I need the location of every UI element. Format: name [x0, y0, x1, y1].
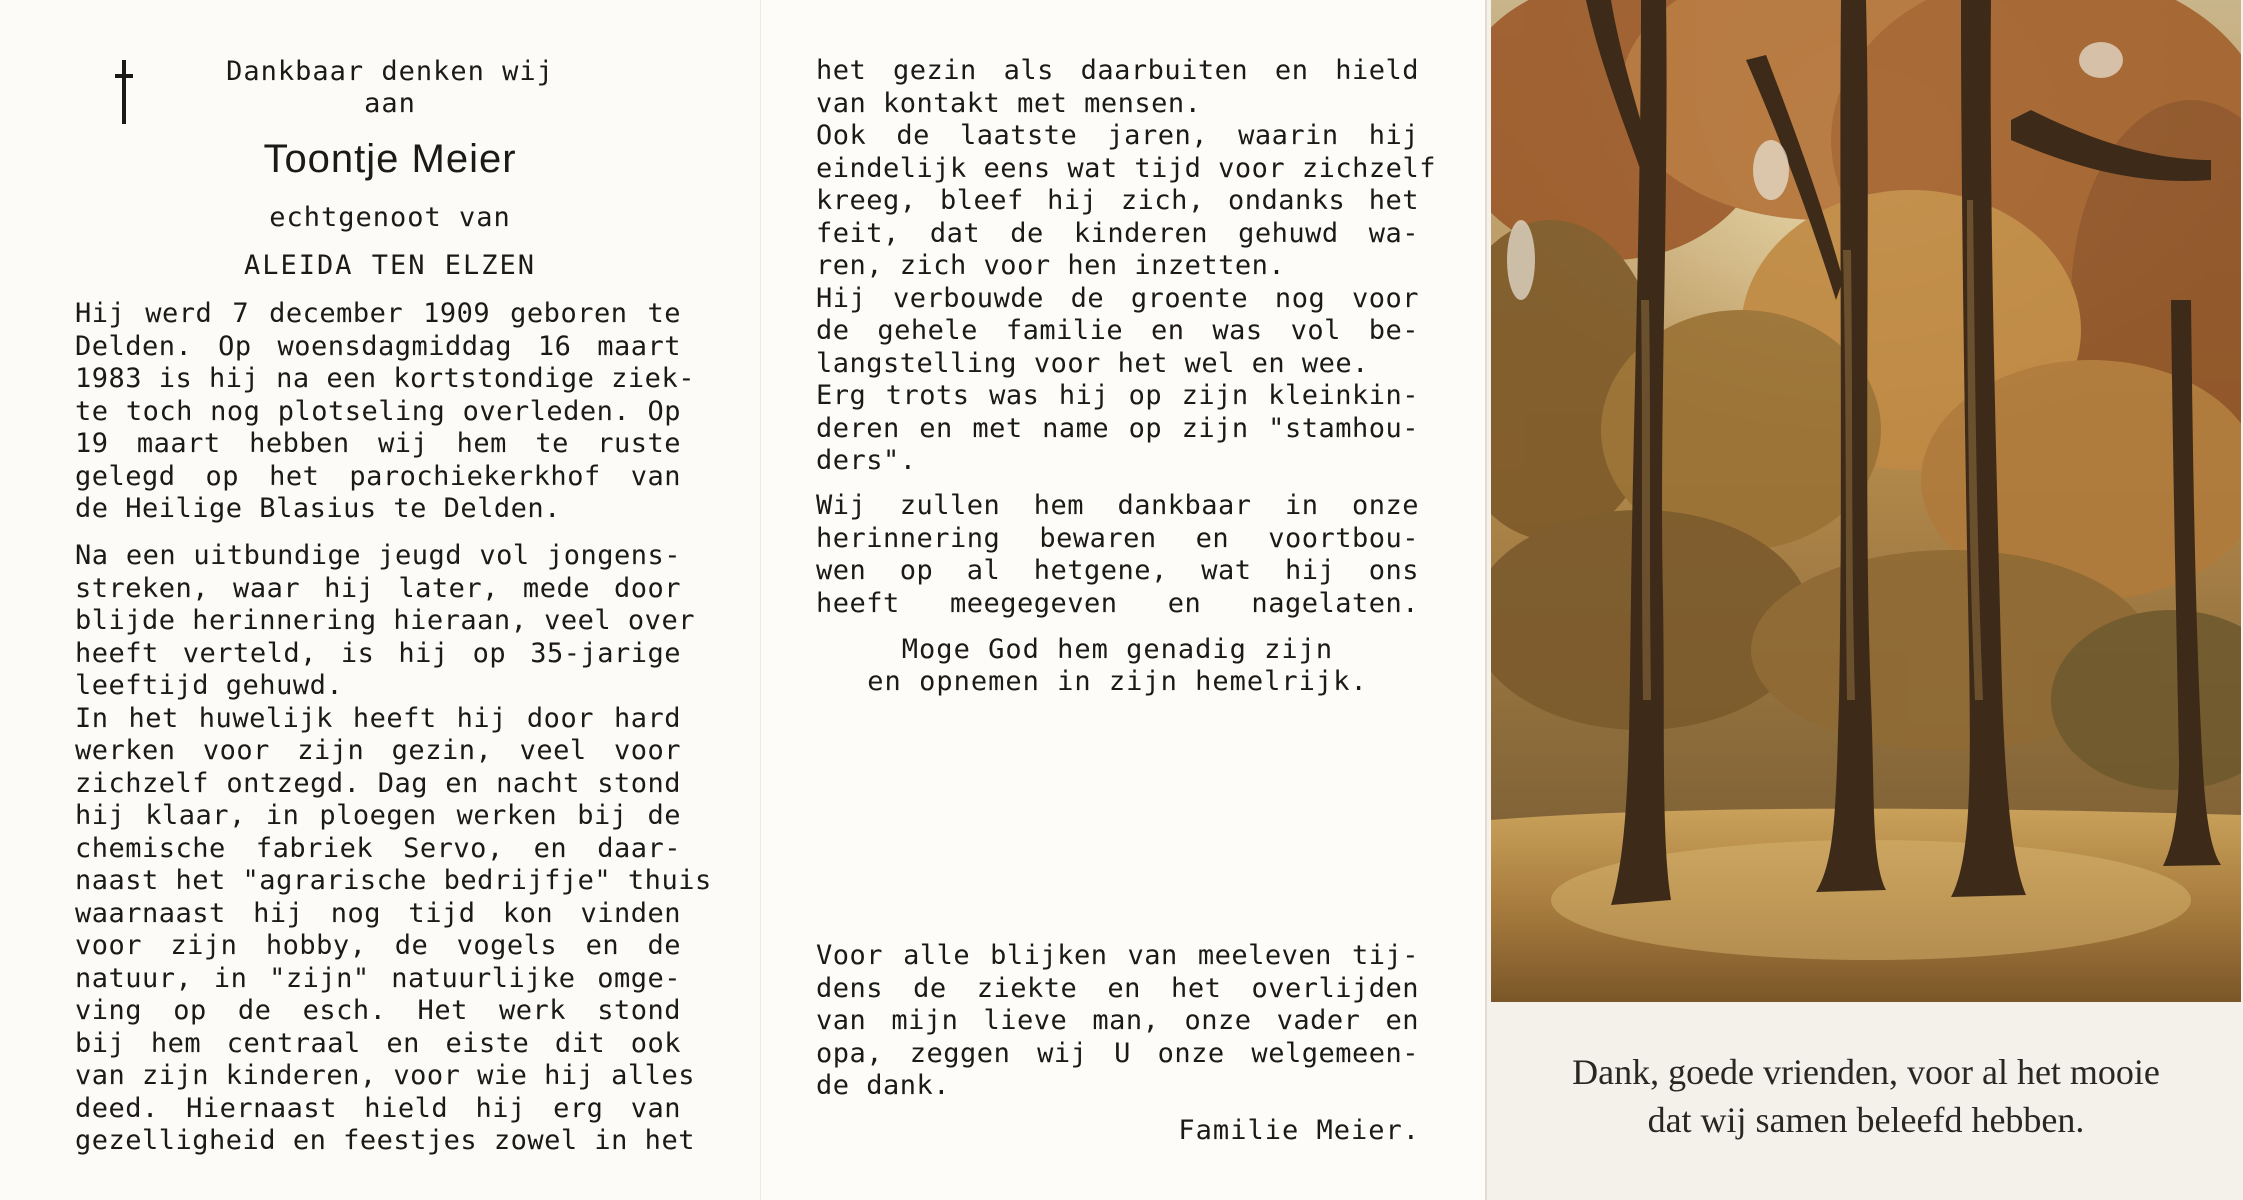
text-line: Ook de laatste jaren, waarin hij [816, 120, 1419, 151]
biography-paragraph-1 [75, 298, 695, 526]
text-line: deed. Hiernaast hield hij erg van [75, 1092, 681, 1124]
family-signature: Familie Meier. [1178, 1115, 1420, 1146]
heading-line-1: Dankbaar denken wij [226, 56, 554, 87]
text-line: de dank. [816, 1070, 951, 1101]
text-line: feit, dat de kinderen gehuwd wa- [816, 217, 1419, 249]
text-line: Na een uitbundige jeugd vol jongens- [75, 540, 681, 571]
text-line: leeftijd gehuwd. [75, 670, 344, 701]
text-line: 1983 is hij na een kortstondige ziek- [75, 363, 695, 394]
text-line: de Heilige Blasius te Delden. [75, 493, 561, 524]
text-line: Hij verbouwde de groente nog voor [816, 282, 1419, 314]
text-line: langstelling voor het wel en wee. [816, 347, 1369, 379]
deceased-name: Toontje Meier [263, 137, 517, 181]
text-line: heeft meegegeven en nagelaten. [816, 587, 1419, 619]
text-line: chemische fabriek Servo, en daar- [75, 832, 681, 864]
text-line: van zijn kinderen, voor wie hij alles [75, 1060, 695, 1091]
text-line: ren, zich voor hen inzetten. [816, 250, 1286, 281]
prayer-line-1: Moge God hem genadig zijn [901, 634, 1334, 665]
text-line: van mijn lieve man, onze vader en [816, 1005, 1419, 1036]
text-line: gelegd op het parochiekerkhof van [75, 460, 681, 492]
thanks-paragraph [816, 940, 1419, 1103]
heading-line-2: aan [364, 88, 416, 119]
prayer-line-2: en opnemen in zijn hemelrijk. [867, 666, 1368, 697]
text-line: werken voor zijn gezin, veel voor [75, 735, 681, 766]
caption-line-1: Dank, goede vrienden, voor al het mooie [1572, 1052, 2160, 1092]
text-line: heeft verteld, is hij op 35-jarige [75, 637, 681, 669]
memory-paragraph [816, 490, 1419, 620]
text-line: dens de ziekte en het overlijden [816, 972, 1419, 1004]
text-line: wen op al hetgene, wat hij ons [816, 555, 1419, 586]
text-line: Wij zullen hem dankbaar in onze [816, 490, 1419, 521]
text-line: kreeg, bleef hij zich, ondanks het [816, 185, 1419, 216]
middle-page [760, 0, 1485, 1200]
text-line: deren en met name op zijn "stamhou- [816, 412, 1419, 444]
text-line: Delden. Op woensdagmiddag 16 maart [75, 330, 681, 362]
text-line: hij klaar, in ploegen werken bij de [75, 800, 681, 831]
text-line: zichzelf ontzegd. Dag en nacht stond [75, 767, 681, 799]
text-line: te toch nog plotseling overleden. Op [75, 395, 681, 427]
text-line: naast het "agrarische bedrijfje" thuis [75, 865, 712, 896]
text-line: blijde herinnering hieraan, veel over [75, 605, 695, 636]
text-line: In het huwelijk heeft hij door hard [75, 702, 681, 734]
text-line: Erg trots was hij op zijn kleinkin- [816, 380, 1419, 411]
left-page [0, 0, 760, 1200]
text-line: natuur, in "zijn" natuurlijke omge- [75, 962, 681, 994]
right-page [1485, 0, 2243, 1200]
text-line: 19 maart hebben wij hem te ruste [75, 428, 681, 459]
text-line: eindelijk eens wat tijd voor zichzelf [816, 152, 1436, 184]
text-line: waarnaast hij nog tijd kon vinden [75, 897, 681, 929]
spouse-name: ALEIDA TEN ELZEN [243, 250, 537, 281]
text-line: de gehele familie en was vol be- [816, 315, 1419, 346]
biography-paragraph-2 [75, 540, 712, 1158]
text-line: voor zijn hobby, de vogels en de [75, 930, 681, 961]
text-line: bij hem centraal en eiste dit ook [75, 1027, 681, 1059]
text-line: Hij werd 7 december 1909 geboren te [75, 298, 681, 329]
caption-line-2: dat wij samen beleefd hebben. [1647, 1100, 2085, 1140]
cross-icon [115, 60, 133, 124]
text-line: streken, waar hij later, mede door [75, 572, 681, 604]
autumn-forest-photo [1491, 0, 2241, 1002]
text-line: van kontakt met mensen. [816, 87, 1202, 119]
text-line: ders". [816, 445, 917, 476]
spouse-label: echtgenoot van [269, 202, 511, 233]
text-line: gezelligheid en feestjes zowel in het [75, 1125, 695, 1156]
biography-paragraph-3 [816, 55, 1436, 478]
text-line: het gezin als daarbuiten en hield [816, 55, 1419, 86]
text-line: Voor alle blijken van meeleven tij- [816, 940, 1419, 971]
text-line: herinnering bewaren en voortbou- [816, 522, 1419, 554]
text-line: opa, zeggen wij U onze welgemeen- [816, 1037, 1419, 1069]
photo-caption [1487, 1048, 2243, 1144]
text-line: ving op de esch. Het werk stond [75, 995, 681, 1026]
